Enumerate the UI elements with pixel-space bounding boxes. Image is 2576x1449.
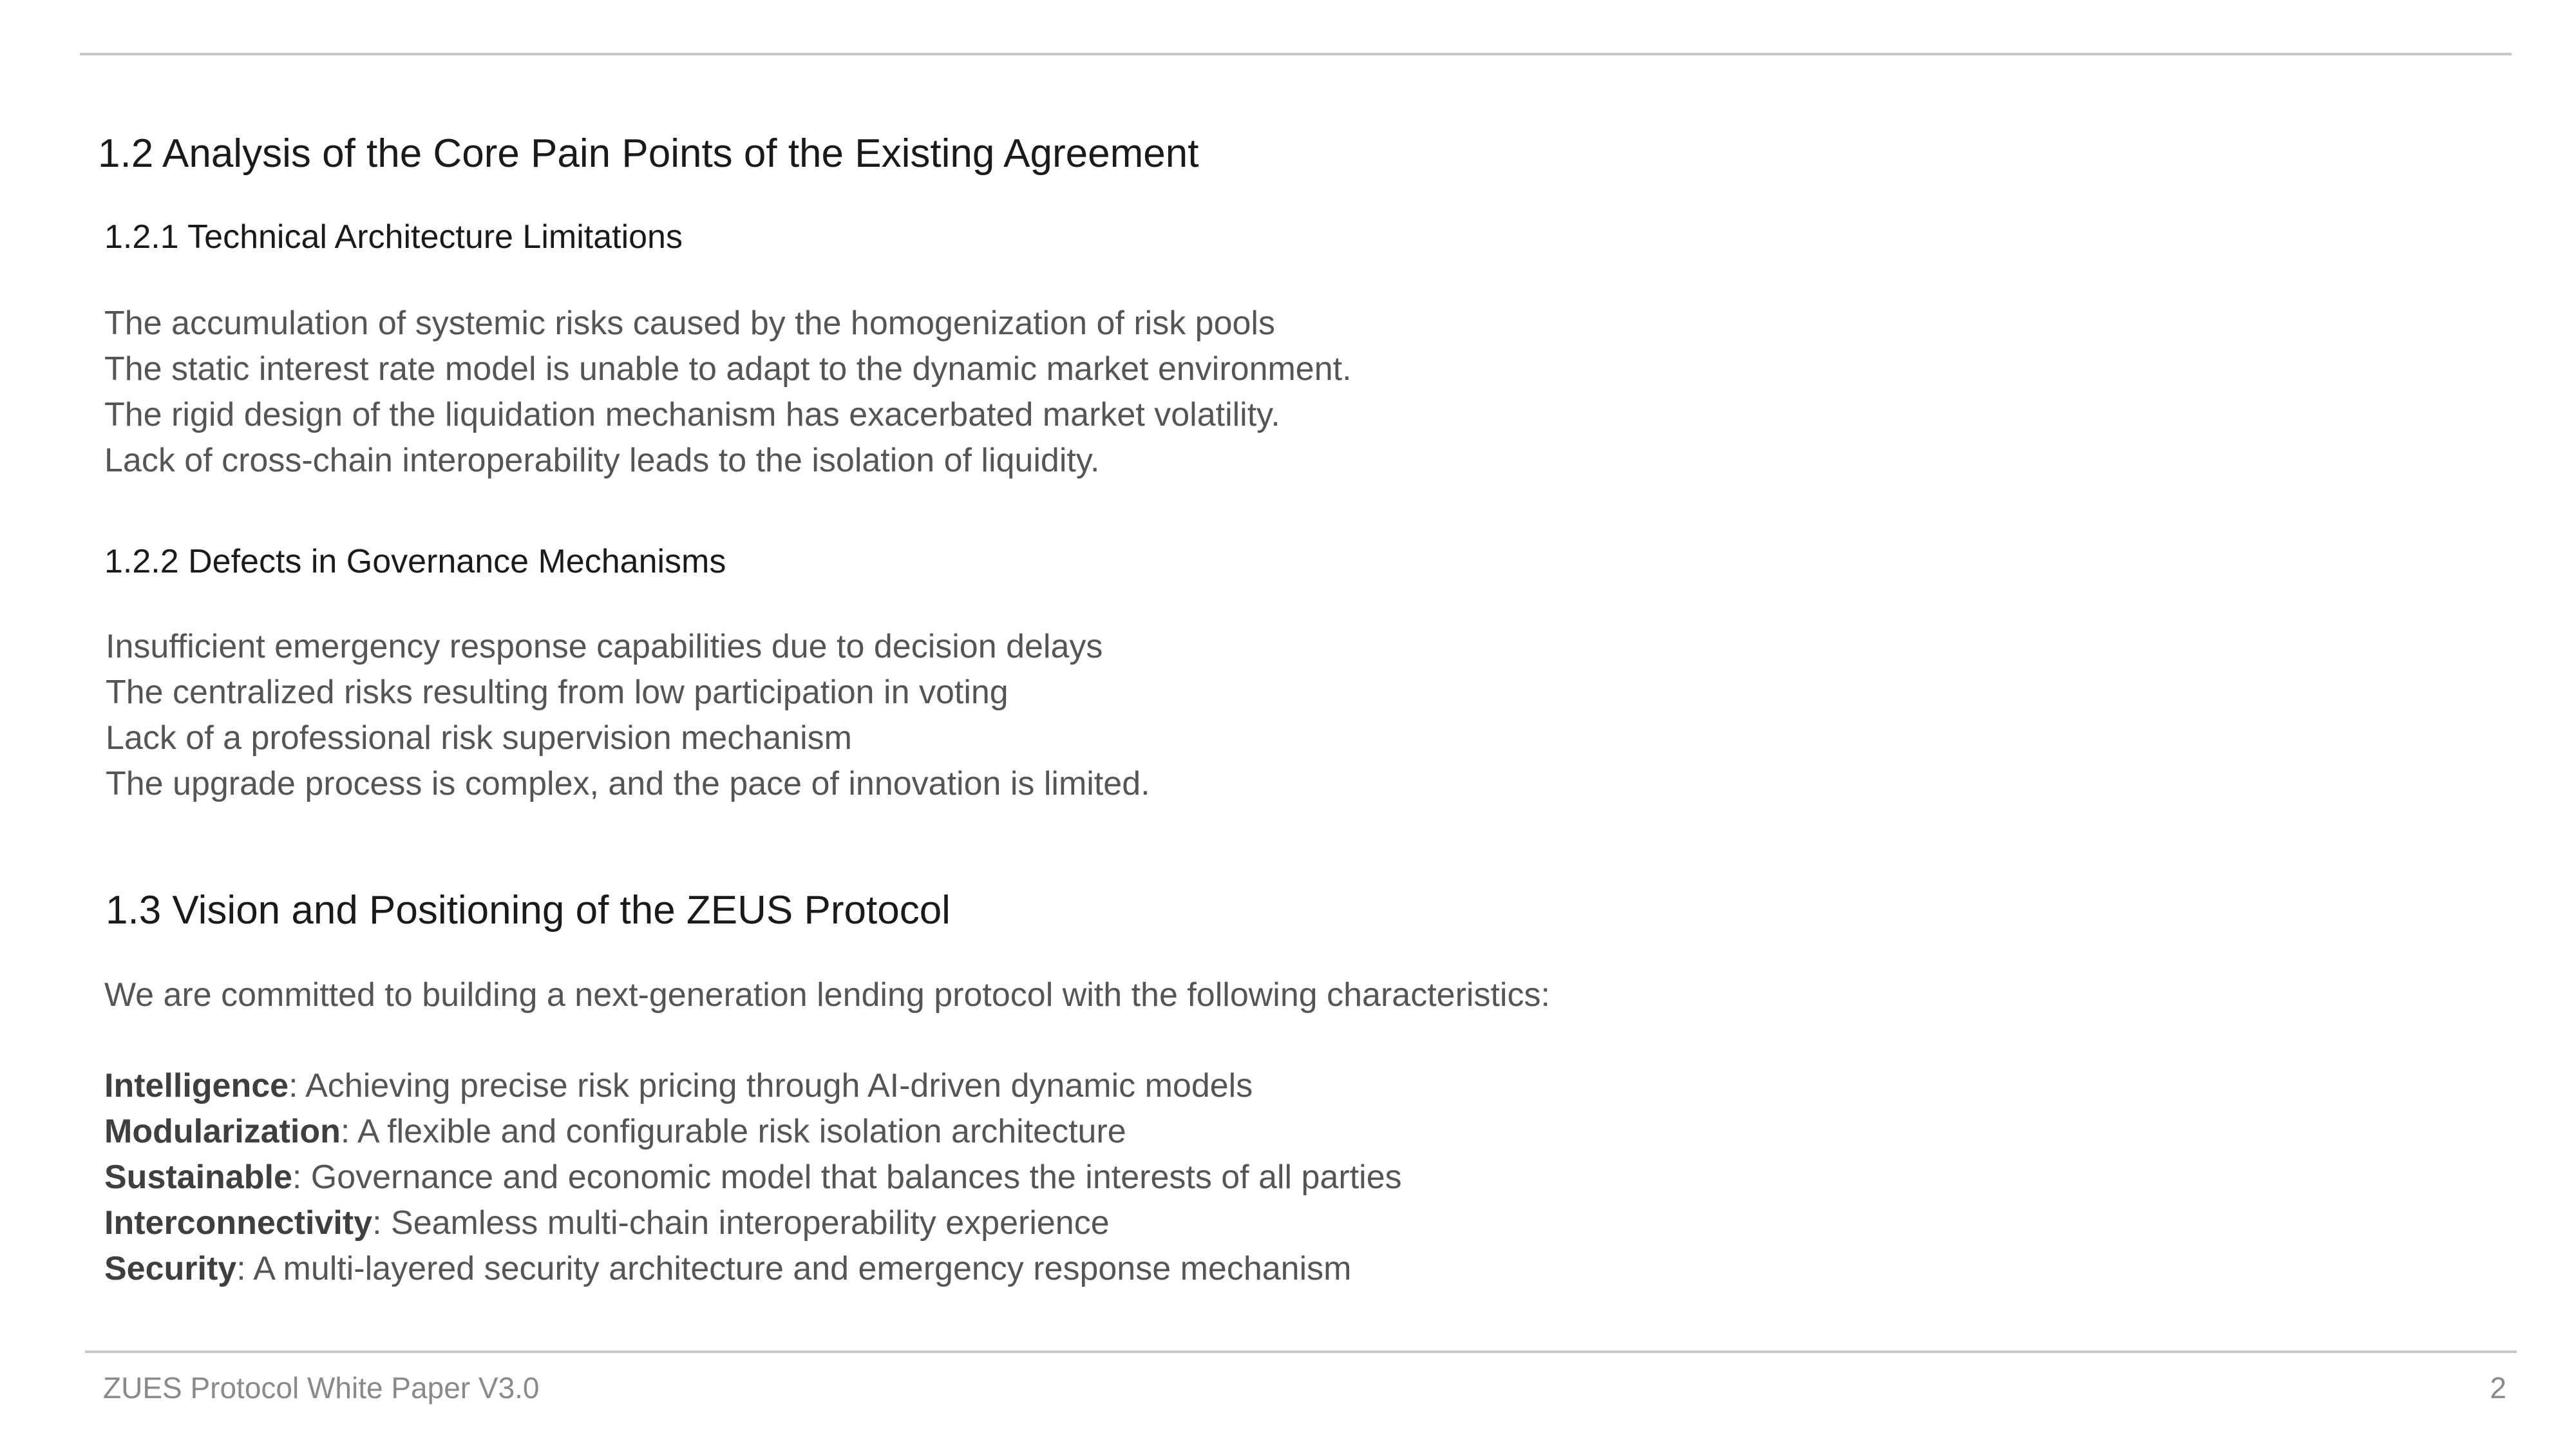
characteristic-term: Intelligence xyxy=(104,1067,289,1104)
characteristic-desc: : Achieving precise risk pricing through AI-driven dynamic models xyxy=(289,1067,1253,1104)
characteristic-item xyxy=(104,1155,1402,1200)
vision-intro: We are committed to building a next-generation lending protocol with the following characteristics: xyxy=(104,976,1550,1014)
characteristics-list xyxy=(104,1063,1402,1292)
list-item: The rigid design of the liquidation mechanism has exacerbated market volatility. xyxy=(104,396,1280,433)
characteristic-desc: : Governance and economic model that balances the interests of all parties xyxy=(292,1159,1402,1196)
characteristic-item xyxy=(104,1200,1402,1246)
characteristic-desc: : Seamless multi-chain interoperability experience xyxy=(372,1204,1110,1242)
list-item: The accumulation of systemic risks caused by the homogenization of risk pools xyxy=(104,305,1275,342)
list-item: Lack of cross-chain interoperability leads to the isolation of liquidity. xyxy=(104,442,1100,479)
characteristic-item xyxy=(104,1246,1402,1292)
characteristic-term: Sustainable xyxy=(104,1159,292,1196)
characteristic-term: Security xyxy=(104,1250,237,1287)
list-item: Insufficient emergency response capabilities due to decision delays xyxy=(106,628,1103,665)
characteristic-item xyxy=(104,1063,1402,1109)
subsection-1-2-1-title: 1.2.1 Technical Architecture Limitations xyxy=(104,218,683,256)
characteristic-item xyxy=(104,1109,1402,1155)
list-item: The static interest rate model is unable to adapt to the dynamic market environment. xyxy=(104,350,1352,388)
list-item: The centralized risks resulting from low participation in voting xyxy=(106,674,1009,711)
characteristic-desc: : A multi-layered security architecture and emergency response mechanism xyxy=(236,1250,1352,1287)
section-1-3-title: 1.3 Vision and Positioning of the ZEUS Protocol xyxy=(106,888,951,933)
footer-page-number: 2 xyxy=(2490,1371,2506,1405)
section-1-2-title: 1.2 Analysis of the Core Pain Points of the Existing Agreement xyxy=(98,131,1199,176)
technical-limitations-list xyxy=(104,301,1352,484)
footer-document-name: ZUES Protocol White Paper V3.0 xyxy=(103,1371,540,1405)
bottom-divider xyxy=(85,1350,2517,1353)
subsection-1-2-2-title: 1.2.2 Defects in Governance Mechanisms xyxy=(104,543,726,580)
characteristic-term: Modularization xyxy=(104,1113,341,1150)
top-divider xyxy=(80,53,2512,55)
characteristic-term: Interconnectivity xyxy=(104,1204,373,1242)
list-item: Lack of a professional risk supervision mechanism xyxy=(106,719,852,757)
list-item: The upgrade process is complex, and the pace of innovation is limited. xyxy=(106,765,1150,802)
characteristic-desc: : A flexible and configurable risk isolation architecture xyxy=(340,1113,1126,1150)
governance-defects-list xyxy=(106,624,1150,807)
